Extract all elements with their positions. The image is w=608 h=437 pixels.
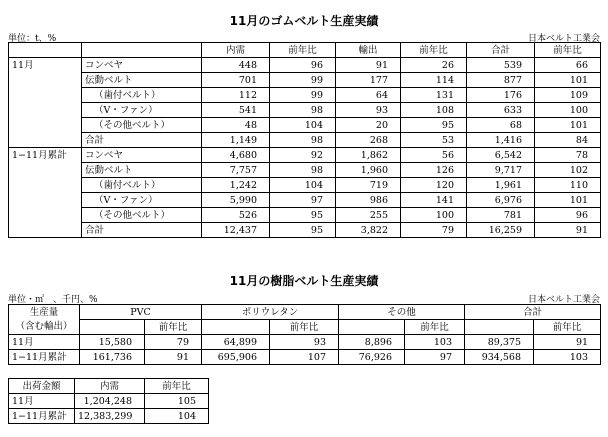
rubber-period-cell	[9, 118, 82, 133]
rubber-period-cell	[9, 178, 82, 193]
resin-value-cell: 695,906	[202, 350, 270, 365]
rubber-belt-title: 11月のゴムベルト生産実績	[229, 14, 379, 28]
resin-unit-label: 単位・㎡ 、千円、%	[8, 295, 98, 305]
shipment-table	[8, 378, 209, 424]
rubber-value-cell: 141	[401, 193, 467, 208]
rubber-row	[9, 163, 601, 178]
rubber-value-cell: 7,757	[202, 163, 270, 178]
rubber-value-cell: 5,990	[202, 193, 270, 208]
resin-value-cell: 8,896	[339, 335, 405, 350]
rubber-value-cell: 20	[336, 118, 401, 133]
shipment-col-header: 出荷金額	[9, 379, 75, 394]
rubber-value-cell: 48	[202, 118, 270, 133]
rubber-value-cell: 255	[336, 208, 401, 223]
resin-sub-blank	[202, 320, 270, 335]
rubber-value-cell: 110	[535, 178, 601, 193]
resin-sub-header: 前年比	[270, 320, 339, 335]
rubber-row	[9, 103, 601, 118]
rubber-value-cell: 101	[535, 118, 601, 133]
rubber-item-label: （V・ファン）	[82, 193, 202, 208]
rubber-col-header: 内需	[202, 43, 270, 58]
rubber-period-cell: 1−11月累計	[9, 148, 82, 163]
rubber-value-cell: 98	[270, 133, 336, 148]
shipment-row	[9, 409, 209, 424]
resin-period-cell: 1−11月累計	[9, 350, 80, 365]
rubber-value-cell: 1,149	[202, 133, 270, 148]
resin-value-cell: 934,568	[465, 350, 534, 365]
rubber-period-cell	[9, 163, 82, 178]
rubber-value-cell: 99	[270, 73, 336, 88]
resin-group-header: 合計	[465, 305, 601, 320]
rubber-value-cell: 109	[535, 88, 601, 103]
rubber-row	[9, 178, 601, 193]
shipment-col-header: 前年比	[145, 379, 209, 394]
rubber-value-cell: 877	[467, 73, 535, 88]
rubber-belt-table	[8, 42, 601, 238]
rubber-value-cell: 101	[535, 73, 601, 88]
resin-value-cell: 64,899	[202, 335, 270, 350]
rubber-item-label: 伝動ベルト	[82, 163, 202, 178]
resin-belt-table	[8, 304, 601, 365]
rubber-value-cell: 56	[401, 148, 467, 163]
resin-value-cell: 89,375	[465, 335, 534, 350]
rubber-value-cell: 12,437	[202, 223, 270, 238]
rubber-value-cell: 104	[270, 178, 336, 193]
rubber-item-label: コンベヤ	[82, 58, 202, 73]
rubber-source-label: 日本ベルト工業会	[527, 34, 600, 44]
rubber-value-cell: 68	[467, 118, 535, 133]
resin-sub-blank	[80, 320, 145, 335]
rubber-value-cell: 95	[270, 208, 336, 223]
resin-belt-title: 11月の樹脂ベルト生産実績	[229, 274, 379, 288]
rubber-value-cell: 91	[535, 223, 601, 238]
rubber-value-cell: 1,242	[202, 178, 270, 193]
rubber-value-cell: 719	[336, 178, 401, 193]
rubber-value-cell: 96	[535, 208, 601, 223]
rubber-row	[9, 88, 601, 103]
resin-header-label: 生産量	[9, 305, 80, 320]
rubber-value-cell: 114	[401, 73, 467, 88]
rubber-value-cell: 99	[270, 88, 336, 103]
rubber-value-cell: 91	[336, 58, 401, 73]
rubber-value-cell: 3,822	[336, 223, 401, 238]
rubber-col-header: 輸出	[336, 43, 401, 58]
rubber-header-blank	[9, 43, 82, 58]
rubber-period-cell: 11月	[9, 58, 82, 73]
rubber-value-cell: 66	[535, 58, 601, 73]
rubber-value-cell: 64	[336, 88, 401, 103]
rubber-header-row	[9, 43, 601, 58]
resin-value-cell: 79	[145, 335, 202, 350]
rubber-value-cell: 539	[467, 58, 535, 73]
rubber-col-header: 前年比	[270, 43, 336, 58]
rubber-value-cell: 112	[202, 88, 270, 103]
rubber-value-cell: 79	[401, 223, 467, 238]
rubber-value-cell: 95	[401, 118, 467, 133]
shipment-value-cell: 1,204,248	[75, 394, 145, 409]
rubber-value-cell: 98	[270, 103, 336, 118]
rubber-value-cell: 93	[336, 103, 401, 118]
rubber-row	[9, 73, 601, 88]
rubber-value-cell: 1,961	[467, 178, 535, 193]
rubber-value-cell: 120	[401, 178, 467, 193]
rubber-value-cell: 268	[336, 133, 401, 148]
resin-group-header: その他	[339, 305, 465, 320]
rubber-value-cell: 633	[467, 103, 535, 118]
rubber-value-cell: 101	[535, 193, 601, 208]
resin-header-label: （含む輸出）	[9, 320, 80, 335]
rubber-value-cell: 986	[336, 193, 401, 208]
resin-value-cell: 161,736	[80, 350, 145, 365]
rubber-value-cell: 177	[336, 73, 401, 88]
resin-sub-header: 前年比	[534, 320, 601, 335]
rubber-period-cell	[9, 103, 82, 118]
resin-row	[9, 350, 601, 365]
rubber-value-cell: 4,680	[202, 148, 270, 163]
rubber-value-cell: 100	[401, 208, 467, 223]
rubber-value-cell: 126	[401, 163, 467, 178]
shipment-value-cell: 12,383,299	[75, 409, 145, 424]
shipment-value-cell: 104	[145, 409, 209, 424]
rubber-row	[9, 193, 601, 208]
rubber-col-header: 前年比	[401, 43, 467, 58]
rubber-period-cell	[9, 88, 82, 103]
rubber-value-cell: 16,259	[467, 223, 535, 238]
rubber-value-cell: 526	[202, 208, 270, 223]
rubber-value-cell: 96	[270, 58, 336, 73]
resin-row	[9, 335, 601, 350]
resin-sub-blank	[465, 320, 534, 335]
rubber-value-cell: 95	[270, 223, 336, 238]
shipment-period-cell: 1−11月累計	[9, 409, 75, 424]
rubber-period-cell	[9, 133, 82, 148]
rubber-col-header: 前年比	[535, 43, 601, 58]
rubber-row	[9, 133, 601, 148]
rubber-value-cell: 108	[401, 103, 467, 118]
resin-value-cell: 103	[534, 350, 601, 365]
rubber-row	[9, 58, 601, 73]
rubber-value-cell: 176	[467, 88, 535, 103]
rubber-value-cell: 53	[401, 133, 467, 148]
rubber-item-label: （その他ベルト）	[82, 118, 202, 133]
rubber-value-cell: 98	[270, 163, 336, 178]
rubber-value-cell: 701	[202, 73, 270, 88]
rubber-row	[9, 223, 601, 238]
rubber-value-cell: 104	[270, 118, 336, 133]
rubber-item-label: （その他ベルト）	[82, 208, 202, 223]
shipment-value-cell: 105	[145, 394, 209, 409]
shipment-row	[9, 394, 209, 409]
resin-value-cell: 91	[534, 335, 601, 350]
rubber-unit-label: 単位：t、%	[8, 34, 57, 44]
resin-value-cell: 103	[405, 335, 465, 350]
rubber-item-label: （歯付ベルト）	[82, 88, 202, 103]
resin-group-header: ポリウレタン	[202, 305, 339, 320]
rubber-value-cell: 131	[401, 88, 467, 103]
rubber-row	[9, 208, 601, 223]
resin-sub-blank	[339, 320, 405, 335]
rubber-value-cell: 92	[270, 148, 336, 163]
rubber-value-cell: 26	[401, 58, 467, 73]
rubber-value-cell: 9,717	[467, 163, 535, 178]
rubber-row	[9, 148, 601, 163]
rubber-period-cell	[9, 193, 82, 208]
resin-sub-header: 前年比	[145, 320, 202, 335]
rubber-col-header: 合計	[467, 43, 535, 58]
rubber-value-cell: 6,976	[467, 193, 535, 208]
rubber-item-label: 合計	[82, 223, 202, 238]
rubber-item-label: 伝動ベルト	[82, 73, 202, 88]
resin-header-row-2	[9, 320, 601, 335]
shipment-col-header: 内需	[75, 379, 145, 394]
resin-value-cell: 97	[405, 350, 465, 365]
rubber-value-cell: 448	[202, 58, 270, 73]
rubber-period-cell	[9, 223, 82, 238]
rubber-item-label: （V・ファン）	[82, 103, 202, 118]
shipment-period-cell: 11月	[9, 394, 75, 409]
rubber-value-cell: 84	[535, 133, 601, 148]
resin-group-header: PVC	[80, 305, 202, 320]
rubber-value-cell: 97	[270, 193, 336, 208]
resin-sub-header: 前年比	[405, 320, 465, 335]
resin-header-row-1	[9, 305, 601, 320]
rubber-value-cell: 1,960	[336, 163, 401, 178]
resin-value-cell: 76,926	[339, 350, 405, 365]
rubber-period-cell	[9, 73, 82, 88]
rubber-item-label: コンベヤ	[82, 148, 202, 163]
rubber-value-cell: 1,416	[467, 133, 535, 148]
rubber-period-cell	[9, 208, 82, 223]
rubber-value-cell: 541	[202, 103, 270, 118]
rubber-item-label: 合計	[82, 133, 202, 148]
resin-value-cell: 93	[270, 335, 339, 350]
resin-period-cell: 11月	[9, 335, 80, 350]
resin-value-cell: 91	[145, 350, 202, 365]
rubber-value-cell: 1,862	[336, 148, 401, 163]
rubber-row	[9, 118, 601, 133]
rubber-header-blank	[82, 43, 202, 58]
rubber-value-cell: 781	[467, 208, 535, 223]
rubber-value-cell: 78	[535, 148, 601, 163]
rubber-value-cell: 100	[535, 103, 601, 118]
rubber-value-cell: 6,542	[467, 148, 535, 163]
rubber-value-cell: 102	[535, 163, 601, 178]
rubber-item-label: （歯付ベルト）	[82, 178, 202, 193]
resin-source-label: 日本ベルト工業会	[527, 295, 600, 305]
shipment-header-row	[9, 379, 209, 394]
resin-value-cell: 15,580	[80, 335, 145, 350]
resin-value-cell: 107	[270, 350, 339, 365]
